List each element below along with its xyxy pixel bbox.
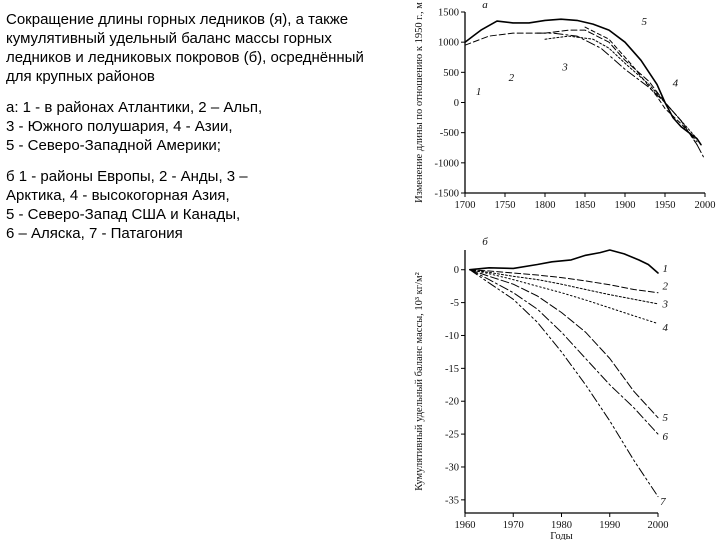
chart-2-series-7-label: 7 (660, 496, 666, 509)
chart-1-xtick-label: 2000 (694, 200, 716, 211)
glacier-charts-svg (400, 0, 720, 540)
chart-2-y-axis-title: Кумулятивный удельный баланс массы, 10³ кг/м² (414, 272, 425, 491)
chart-2-ytick-label: -30 (445, 462, 459, 474)
chart-2-panel-label: б (482, 236, 488, 248)
chart-1-xtick-label: 1950 (654, 200, 676, 211)
chart-2-series-1-label: 1 (662, 262, 668, 275)
chart-1-series-2-label: 2 (508, 72, 515, 85)
caption-title: Сокращение длины горных ледников (я), а также кумулятивный удельный баланс массы горных ледников и ледниковых покровов (б), осреднённый для крупных районов (6, 11, 364, 85)
chart-1-ytick-label: -1500 (434, 188, 459, 200)
chart-2-ytick-label: -20 (445, 396, 459, 408)
chart-2-xtick-label: 1960 (454, 520, 476, 531)
chart-2-ytick-label: -10 (445, 330, 459, 342)
chart-2-series-3-label: 3 (662, 298, 668, 311)
chart-2-series-4-label: 4 (662, 321, 668, 334)
glacier-figure (400, 0, 720, 540)
chart-2-series-2-label: 2 (662, 280, 668, 293)
chart-2-series-5-line (470, 270, 658, 418)
chart-2-series-6-label: 6 (662, 431, 668, 444)
chart-1-xtick-label: 1700 (454, 200, 476, 211)
chart-1-ytick-label: -500 (439, 128, 459, 140)
chart-2-series-5-label: 5 (662, 412, 668, 425)
chart-1-y-axis-title: Изменение длины по отношению к 1950 г., м (414, 2, 425, 203)
chart-2-ytick-label: 0 (453, 265, 459, 277)
chart-1-ytick-label: 1500 (438, 7, 459, 19)
chart-1-ytick-label: -1000 (434, 158, 459, 170)
caption-legend-a: а: 1 - в районах Атлантики, 2 – Альп, 3 - Южного полушария, 4 - Азии, 5 - Северо-Западной Америки; (6, 99, 263, 154)
chart-1-xtick-label: 1800 (534, 200, 556, 211)
chart-2-series-7-line (470, 270, 658, 497)
chart-1-ytick-label: 1000 (438, 37, 459, 49)
chart-1-xtick-label: 1850 (574, 200, 596, 211)
chart-1-series-3-label: 3 (562, 61, 568, 74)
chart-1-panel-label: а (482, 0, 488, 11)
chart-2-xtick-label: 1970 (502, 520, 524, 531)
caption-block (6, 10, 386, 255)
chart-2-xtick-label: 1990 (599, 520, 621, 531)
chart-1-ytick-label: 500 (443, 67, 459, 79)
chart-2-xtick-label: 2000 (647, 520, 669, 531)
chart-2-xtick-label: 1980 (551, 520, 572, 531)
chart-2-series-3-line (470, 270, 658, 304)
chart-2-ytick-label: -5 (450, 298, 459, 310)
chart-1-xtick-label: 1750 (494, 200, 516, 211)
chart-1-ytick-label: 0 (453, 98, 459, 109)
chart-2-series-6-line (470, 270, 658, 434)
caption-legend-b: б 1 - районы Европы, 2 - Анды, 3 – Арктика, 4 - высокогорная Азия, 5 - Северо-Запад США и Канады, 6 – Аляска, 7 - Патагония (6, 168, 248, 242)
chart-2-ytick-label: -25 (445, 429, 459, 441)
chart-2-x-axis-title: Годы (550, 531, 573, 540)
chart-1-xtick-label: 1900 (614, 200, 636, 211)
chart-2-ytick-label: -15 (445, 363, 459, 375)
chart-1-series-1-label: 1 (475, 86, 482, 99)
chart-2-ytick-label: -35 (445, 495, 459, 507)
chart-1-series-4-label: 4 (672, 77, 679, 90)
chart-1-series-5-label: 5 (641, 16, 647, 29)
chart-2-series-1-line (470, 250, 658, 273)
chart-1-series-2-line (465, 30, 697, 145)
